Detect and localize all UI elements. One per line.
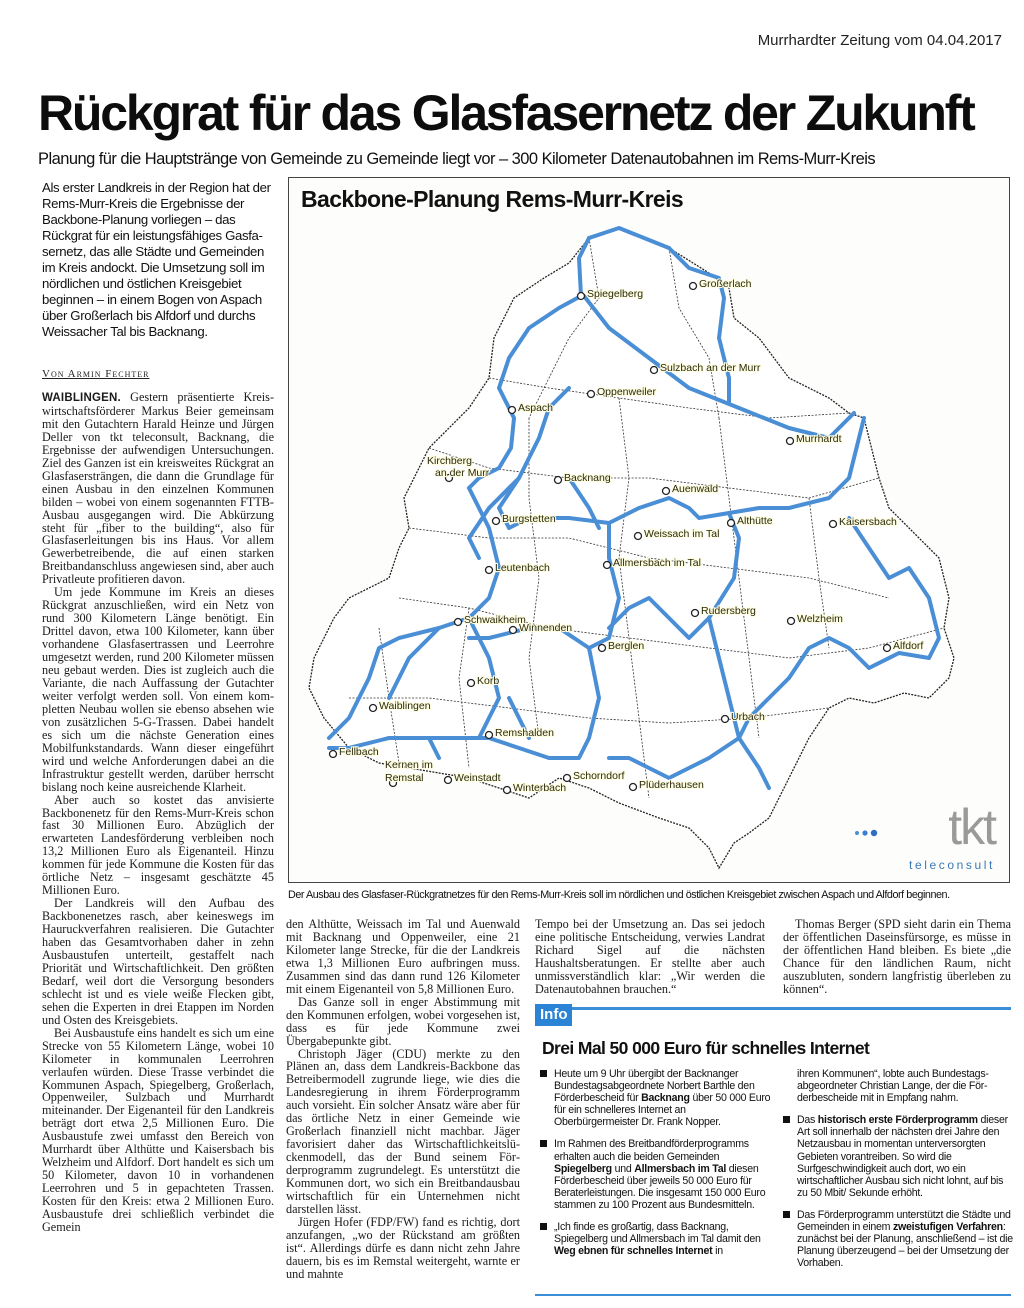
town-label: Waiblingen: [379, 700, 431, 712]
info-text: Im Rahmen des Breitbandförderprogramms erhalten auch die beiden Gemeinden: [554, 1138, 749, 1163]
town-label: Alfdorf: [893, 640, 924, 652]
town-marker: [455, 619, 462, 626]
logo-dots-icon: [853, 828, 889, 838]
town-label: Spiegelberg: [587, 288, 644, 300]
town-label: Berglen: [608, 640, 645, 652]
town-marker: [635, 533, 642, 540]
town-marker: [690, 283, 697, 290]
info-column-left: [540, 1068, 772, 1267]
info-text: : zunächst bei der Planung, anschließend – ist die Planung überzeugend – bei der Umsetzung der Vorhaben.: [797, 1221, 1013, 1270]
town-label: Aspach: [518, 402, 554, 414]
map-graphic: [289, 178, 1009, 882]
town-label: Korb: [477, 675, 500, 687]
info-text: „Ich finde es großartig, dass Backnang, Spiegelberg und Allmersbach im Tal damit den: [554, 1221, 761, 1246]
town-label: Leutenbach: [495, 562, 550, 574]
town-label: Althütte: [737, 515, 773, 527]
info-bold: Weg ebnen für schnelles Internet: [554, 1245, 713, 1258]
town-label: Urbach: [731, 711, 765, 723]
article-paragraph: Christoph Jäger (CDU) merkte zu den Plänen an, dass dem Landkreis-Backbone das Betreibermodell zugrunde liege, wie dies die Landesregierung in ihrem Förderprogramm auch vorsieht. Ein solcher Ansatz wäre aber für das örtliche Netz in einer Gemeinde wie Großerlach finanziell nicht machbar. Jäger favorisiert daher das Wirtschaftlichkeitslückenmodell, das der Bund seinem Förderprogramm zugrundelegt. Es unterstützt die Kommunen dort, wo sich ein Breitbandausbau wirtschaftlich für ein Unternehmen nicht darstellen lässt.: [286, 1046, 520, 1216]
info-bullet: [783, 1209, 1013, 1269]
lead-paragraph: Als erster Landkreis in der Region hat der Rems-Murr-Kreis die Ergebnisse der Backbone-Planung vorliegen – das Rückgrat für ein leistungsfähiges Gasfasernetz, das alle Städte und Gemeinden im Kreis andockt. Die Umsetzung soll im nördlichen und östlichen Kreisgebiet beginnen – in einem Bogen von Aspach über Großerlach bis Alfdorf und durchs Weissacher Tal bis Backnang.: [42, 180, 271, 339]
bullet-square-icon: [783, 1116, 790, 1123]
info-bold: Backnang: [641, 1092, 690, 1105]
info-bold: historisch erste Förderprogramm: [817, 1114, 978, 1127]
town-marker: [692, 610, 699, 617]
town-label: Schwaikheim: [464, 614, 526, 626]
info-tag: Info: [535, 1004, 572, 1026]
info-column-right: [783, 1068, 1013, 1279]
town-label: Schorndorf: [573, 770, 625, 782]
town-marker: [509, 407, 516, 414]
bullet-square-icon: [783, 1211, 790, 1218]
town-label: Oppenweiler: [597, 386, 656, 398]
town-label: Welzheim: [797, 613, 843, 625]
town-marker: [468, 680, 475, 687]
article-paragraph: Um jede Kommune im Kreis an dieses Rückgrat anzuschließen, wird ein Netz von rund 300 Kilometern Länge benötigt. Ein Drittel davon, etwa 100 Kilometer, kann über vorhandene Glasfasertrassen und Leerrohre umgesetzt werden, rund 200 Kilometer müssen neu gebaut werden. Dies ist zugleich auch die Variante, die nach Auffassung der Gutachter weiter verfolgt werden soll. Von einem kompletten Neubau wollen sie ebenso absehen wie von zusätzlichen 5-G-Trassen. Dabei handelt es sich um die nächste Generation eines Mobilfunkstandards. Wann dieser eingeführt wird und welche Anforderungen dabei an die Infrastruktur gestellt werden, darüber herrscht bislang noch keine ausreichende Klarheit.: [42, 585, 274, 794]
town-label: Fellbach: [339, 746, 379, 758]
article-paragraph: Das Ganze soll in enger Abstimmung mit den Kommunen erfolgen, wobei vorgesehen ist, dass es für jede Kommune zwei Übergabepunkte gibt.: [286, 994, 520, 1048]
article-text: Gestern präsentierte Kreiswirtschaftsförderer Markus Beier gemeinsam mit den Gutachtern Harald Heinze und Jürgen Deller von tkt teleconsult, Backnang, die Ergebnisse der aufwendigen Untersuchungen. Ziel des Ganzen ist ein kreisweites Rückgrat an Glasfasersträngen, die dann die Grundlage für einen Ausbau in den einzelnen Kommunen bilden – wobei von einem sogenannten FTTB-Ausbau ausgegangen wird. Die Abkürzung steht für „fiber to the building“, also für Glasfaserleitungen bis ins Haus. Vor allem Gewerbetreibende, die auf einen starken Breitbandanschluss angewiesen sind, aber auch Privatleute profitieren davon.: [42, 390, 274, 587]
town-marker: [722, 716, 729, 723]
logo-subtitle: teleconsult: [909, 858, 995, 872]
info-bullet: [783, 1114, 1013, 1199]
article-column-3: [535, 918, 765, 996]
town-label: Weinstadt: [454, 772, 501, 784]
source-line: Murrhardter Zeitung vom 04.04.2017: [757, 32, 1002, 49]
town-label: Kirchberg: [427, 455, 472, 467]
article-paragraph: Der Landkreis will den Aufbau des Backbonenetzes rasch, aber keineswegs im Hauruckverfahren realisieren. Die Gutachter haben das Gesamtvorhaben daher in zehn Ausbaustufen unterteilt, gestaffelt nach Priorität und Wirtschaftlichkeit. Den größten Bedarf, weil dort die Versorgung besonders schlecht ist und es viele weiße Flecken gibt, sehen die Experten in drei Etappen im Norden und Osten des Kreisgebiets.: [42, 896, 274, 1027]
town-label: Winnenden: [519, 622, 573, 634]
town-marker: [510, 627, 517, 634]
info-text: Das Förderprogramm unterstützt die Städte und Gemeinden in einem: [797, 1208, 1011, 1234]
info-bold: Allmersbach im Tal: [634, 1162, 727, 1175]
town-marker: [787, 438, 794, 445]
info-bullet: [540, 1068, 772, 1128]
info-bullet: [540, 1138, 772, 1211]
town-label: Allmersbach im Tal: [613, 557, 701, 569]
town-marker: [555, 477, 562, 484]
info-rule: [535, 1007, 1011, 1010]
info-title: Drei Mal 50 000 Euro für schnelles Internet: [542, 1038, 870, 1058]
info-text: und: [611, 1162, 635, 1175]
town-label: Kernen im: [385, 759, 433, 771]
town-label: Rudersberg: [701, 605, 756, 617]
info-text: in: [712, 1245, 723, 1258]
town-label: Auenwald: [672, 483, 719, 495]
bullet-square-icon: [540, 1070, 547, 1077]
article-paragraph: Tempo bei der Umsetzung an. Das sei jedoch eine politische Entscheidung, verwies Landrat Richard Sigel auf die nächsten Haushaltsberatungen. Er stellte aber auch unmissverständlich klar: „Wir werden die Datenautobahnen brauchen.“: [535, 917, 765, 996]
info-text: über 50 000 Euro für ein schnelleres Internet an Oberbürgermeister Dr. Frank Nopper.: [554, 1092, 771, 1129]
town-label: an der Murr: [435, 467, 490, 479]
info-text: diesen Förderbescheid über jeweils 50 000 Euro für Beraterleistungen. Die insgesamt 150 000 Euro stammen zu 100 Prozent aus Bundesmitteln.: [554, 1162, 766, 1211]
town-label: Remstal: [385, 772, 424, 784]
town-label: Kaisersbach: [839, 516, 897, 528]
article-paragraph: Jürgen Hofer (FDP/FW) fand es richtig, dort anzufangen, „wo der Rückstand am größten ist“. Allerdings dürfe es dann nicht zehn Jahre dauern, bis es im Remstal weitergeht, warnte er und mahnte: [286, 1214, 520, 1281]
article-paragraph: Aber auch so kostet das anvisierte Backbonenetz für den Rems-Murr-Kreis schon fast 30 Millionen Euro. Abzüglich der erwarteten Landesförderung verbleiben noch 13,2 Millionen Euro als Eigenanteil. Hinzu kommen für jede Kommune die Kosten für das örtliche Netz – insgesamt geschätzte 45 Millionen Euro.: [42, 792, 274, 898]
article-column-2: [286, 918, 520, 1281]
town-marker: [604, 562, 611, 569]
article-column-1: [42, 391, 274, 1234]
town-marker: [830, 521, 837, 528]
article-paragraph: Thomas Berger (SPD sieht darin ein Thema der öffentlichen Daseinsfürsorge, es müsse in der öffentlichen Hand bleiben. Es biete „die Chance für den ländlichen Raum, nicht auszubluten, sondern langfristig überleben zu können“.: [783, 917, 1011, 996]
town-marker: [330, 751, 337, 758]
town-marker: [578, 293, 585, 300]
backbone-map: [288, 177, 1010, 883]
town-label: Großerlach: [699, 278, 752, 290]
town-marker: [588, 391, 595, 398]
town-label: Winterbach: [513, 782, 567, 794]
town-label: Backnang: [564, 472, 611, 484]
info-text: Heute um 9 Uhr übergibt der Backnanger Bundestagsabgeordnete Norbert Barthle den Förderbescheid für: [554, 1068, 755, 1105]
town-marker: [599, 645, 606, 652]
info-continued: ihren Kommunen“, lobte auch Bundestagsabgeordneter Christian Lange, der die Förderbescheide mit in Empfang nahm.: [797, 1068, 989, 1105]
town-label: Weissach im Tal: [644, 528, 720, 540]
article-paragraph: den Althütte, Weissach im Tal und Auenwald mit Backnang und Oppenweiler, eine 21 Kilometer lange Strecke, für die der Landkreis etwa 1,3 Millionen Euro aufbringen muss. Zusammen sind das dann rund 126 Kilometer mit einem Eigenanteil von 5,8 Millionen Euro.: [286, 917, 520, 996]
town-marker: [651, 367, 658, 374]
town-label: Plüderhausen: [639, 779, 704, 791]
map-caption: Der Ausbau des Glasfaser-Rückgratnetzes für den Rems-Murr-Kreis soll im nördlichen und östlichen Kreisgebiet zwischen Aspach und Alfdorf beginnen.: [288, 889, 950, 901]
info-bullet: [540, 1221, 772, 1257]
bullet-square-icon: [540, 1223, 547, 1230]
town-marker: [493, 518, 500, 525]
info-bottom-rule: [535, 1294, 1011, 1296]
byline: Von Armin Fechter: [42, 368, 150, 380]
map-title: Backbone-Planung Rems-Murr-Kreis: [301, 186, 684, 212]
town-label: Burgstetten: [502, 513, 556, 525]
article-paragraph: Bei Ausbaustufe eins handelt es sich um eine Strecke von 55 Kilometern Länge, wobei 10 Kilometer in kommunalen Leerrohren verlaufen würden. Diese Trasse verbindet die Kommunen Aspach, Spiegelberg, Großerlach, Oppenweiler, Sulzbach und Murrhardt miteinander. Der Eigenanteil für den Landkreis beträgt dort etwa 2,5 Millionen Euro. Die Ausbaustufe zwei umfasst den Bereich von Murrhardt über Althütte und Kaisersbach bis Welzheim und Alfdorf. Dort handelt es sich um 50 Kilometer, davon 10 in vorhandenen Leerrohren und 5 in gepachteten Trassen. Kosten für den Kreis: etwa 2 Millionen Euro. Ausbaustufe drei schließlich verbindet die Gemein: [42, 1025, 274, 1234]
town-marker: [630, 784, 637, 791]
town-label: Sulzbach an der Murr: [660, 362, 761, 374]
headline: Rückgrat für das Glasfasernetz der Zukunft: [38, 85, 974, 141]
town-marker: [445, 777, 452, 784]
subheadline: Planung für die Hauptstränge von Gemeinde zu Gemeinde liegt vor – 300 Kilometer Datenautobahnen im Rems-Murr-Kreis: [38, 150, 876, 168]
town-label: Murrhardt: [796, 433, 842, 445]
town-marker: [564, 775, 571, 782]
info-text: dieser Art soll innerhalb der nächsten drei Jahre den Netzausbau in momentan unterversorgten Gebieten vorantreiben. So wird die Surfgeschwindigkeit auch dort, wo ein wirtschaftlicher Ausbau sich nicht lohnt, auf bis zu 50 Mbit/ Sekunde erhöht.: [797, 1114, 1008, 1199]
town-marker: [486, 732, 493, 739]
tkt-logo: [849, 799, 999, 872]
town-marker: [728, 520, 735, 527]
info-text: Das: [797, 1114, 818, 1127]
logo-wordmark: tkt: [948, 799, 995, 855]
town-marker: [370, 705, 377, 712]
town-marker: [504, 787, 511, 794]
town-marker: [788, 618, 795, 625]
town-label: Remshalden: [495, 727, 554, 739]
town-marker: [663, 488, 670, 495]
info-bold: Spiegelberg: [554, 1162, 612, 1175]
info-bold: zweistufigen Verfahren: [892, 1221, 1003, 1234]
article-paragraph: [42, 391, 274, 586]
dateline: WAIBLINGEN.: [42, 392, 121, 404]
article-column-4: [783, 918, 1011, 996]
bullet-square-icon: [540, 1140, 547, 1147]
town-marker: [486, 567, 493, 574]
town-marker: [884, 645, 891, 652]
